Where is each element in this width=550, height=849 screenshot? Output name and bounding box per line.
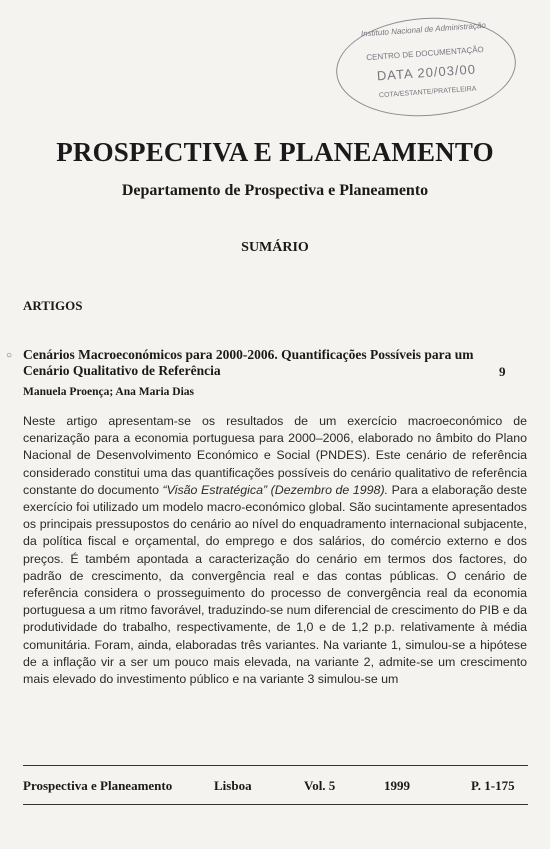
- footer-rule-top: [23, 765, 528, 766]
- footer-city: Lisboa: [214, 778, 252, 793]
- library-stamp: [333, 12, 519, 122]
- abstract-text-1: Neste artigo apresentam-se os resultados de um exercício macroeconómico de cenarização para a economia portuguesa para 2000–2006, elaborado no âmbito do Plano Nacional de Desenvolvimento Económico e Social (PNDES). Este cenário de referência considerado constitui uma das quantificações possíveis do cenário qualitativo de referência constante do documento: [23, 414, 527, 497]
- abstract-text-2: Para a elaboração deste exercício foi utilizado um modelo macro-económico global. São sucintamente apresentados os principais pressupostos do cenário ao nível do enquadramento internacional subjacente, da política fiscal e orçamental, do emprego e dos salários, do comércio externo e dos preços. É também apontada a caracterização do cenário em termos dos factores, do padrão de crescimento, da convergência real e das contas públicas. O cenário de referência considera o prosseguimento do processo de convergência real da economia portuguesa a um ritmo favorável, traduzindo-se num diferencial de crescimento do PIB e da produtividade do trabalho, respectivamente, de 1,0 e de 1,2 p.p. relativamente à média comunitária. Foram, ainda, elaboradas três variantes. Na variante 1, simulou-se a hipótese de a inflação vir a ser um pouco mais elevada, na variante 2, admite-se um crescimento mais elevado do investimento público e na variante 3 simulou-se um: [23, 482, 527, 687]
- footer-year: 1999: [384, 778, 410, 793]
- department-subtitle: Departamento de Prospectiva e Planeamento: [121, 182, 429, 199]
- article-page-number: 9: [499, 364, 506, 379]
- article-abstract: [23, 413, 527, 688]
- article-authors: Manuela Proença; Ana Maria Dias: [23, 386, 194, 398]
- bullet-icon: ○: [6, 350, 13, 361]
- journal-title: PROSPECTIVA E PLANEAMENTO: [56, 137, 494, 167]
- footer-pages: P. 1-175: [471, 778, 515, 793]
- stamp-line-1: CENTRO DE DOCUMENTAÇÃO: [366, 44, 485, 63]
- stamp-line-3: COTA/ESTANTE/PRATELEIRA: [378, 85, 477, 100]
- footer-rule-bottom: [23, 804, 528, 805]
- footer-volume: Vol. 5: [304, 778, 336, 793]
- footer-journal: Prospectiva e Planeamento: [23, 778, 173, 793]
- abstract-text-italic: “Visão Estratégica” (Dezembro de 1998).: [162, 482, 389, 497]
- contents-heading: SUMÁRIO: [241, 240, 309, 255]
- section-heading: ARTIGOS: [23, 298, 83, 313]
- article-title[interactable]: Cenários Macroeconómicos para 2000-2006. Quantificações Possíveis para um Cenário Qualitativo de Referência: [23, 347, 474, 378]
- stamp-ring-text: Instituto Nacional de Administração: [360, 20, 487, 39]
- stamp-date: DATA 20/03/00: [376, 61, 477, 84]
